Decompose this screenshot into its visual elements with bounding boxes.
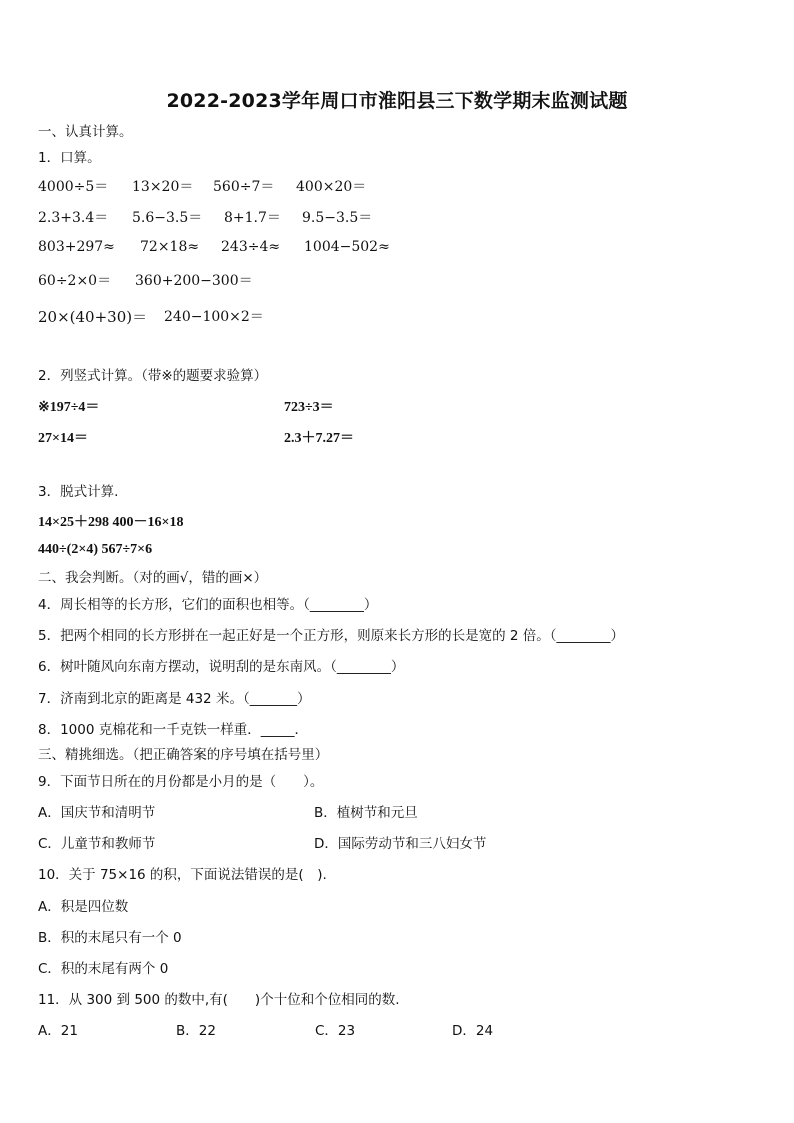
section-3-heading: 三、精挑细选。（把正确答案的序号填在括号里）	[38, 747, 329, 763]
question-5: 5．把两个相同的长方形拼在一起正好是一个正方形，则原来长方形的长是宽的 2 倍。（________）	[38, 628, 625, 644]
q1-item: 72×18≈	[140, 239, 200, 255]
question-9-stem: 9．下面节日所在的月份都是小月的是（ ）。	[38, 774, 324, 790]
question-10-stem: 10．关于 75×16 的积，下面说法错误的是( ).	[38, 867, 327, 883]
page-title: 2022-2023学年周口市淮阳县三下数学期末监测试题	[166, 90, 628, 112]
q1-item: 1004−502≈	[304, 239, 390, 255]
question-8: 8．1000 克棉花和一千克铁一样重．_____．	[38, 722, 308, 738]
q1-item: 560÷7＝	[213, 179, 275, 195]
q1-item: 8+1.7＝	[224, 210, 281, 226]
question-2-label: 2．列竖式计算。（带※的题要求验算）	[38, 368, 268, 384]
question-1-label: 1．口算。	[38, 150, 101, 166]
q1-item: 400×20＝	[296, 179, 367, 195]
q2-item: 27×14＝	[38, 431, 88, 446]
q1-row-4	[0, 270, 794, 290]
q11-option-c: C．23	[315, 1023, 356, 1039]
question-7: 7．济南到北京的距离是 432 米。（_______）	[38, 691, 311, 707]
q1-item: 803+297≈	[38, 239, 115, 255]
q1-item: 13×20＝	[132, 179, 194, 195]
q3-line-2: 440÷(2×4) 567÷7×6	[38, 542, 153, 557]
q10-option-b: B．积的末尾只有一个 0	[38, 930, 182, 946]
question-6: 6．树叶随风向东南方摆动，说明刮的是东南风。（________）	[38, 659, 405, 675]
q1-row-1	[0, 176, 794, 196]
q1-item: 20×(40+30)＝	[38, 308, 148, 326]
q1-item: 2.3+3.4＝	[38, 210, 109, 226]
question-4: 4．周长相等的长方形，它们的面积也相等。（________）	[38, 597, 378, 613]
q1-row-3	[0, 239, 794, 259]
section-2-heading: 二、我会判断。（对的画√，错的画×）	[38, 570, 268, 586]
q1-item: 360+200−300＝	[135, 273, 253, 289]
q9-option-c: C．儿童节和教师节	[38, 836, 156, 852]
q11-option-d: D．24	[452, 1023, 494, 1039]
question-3-label: 3．脱式计算.	[38, 484, 119, 500]
q9-option-d: D．国际劳动节和三八妇女节	[314, 836, 487, 852]
q9-option-b: B．植树节和元旦	[314, 805, 418, 821]
q1-item: 243÷4≈	[221, 239, 281, 255]
section-1-heading: 一、认真计算。	[38, 124, 133, 140]
q1-item: 60÷2×0＝	[38, 273, 112, 289]
q11-option-b: B．22	[176, 1023, 216, 1039]
q2-item: ※197÷4＝	[38, 400, 100, 415]
q1-item: 4000÷5＝	[38, 179, 109, 195]
q1-item: 240−100×2＝	[164, 309, 264, 325]
q1-row-5	[0, 306, 794, 326]
q1-row-2	[0, 207, 794, 227]
q10-option-a: A．积是四位数	[38, 899, 129, 915]
q9-option-a: A．国庆节和清明节	[38, 805, 156, 821]
question-11-stem: 11．从 300 到 500 的数中,有( )个十位和个位相同的数.	[38, 992, 400, 1008]
q1-item: 5.6−3.5＝	[132, 210, 203, 226]
q1-item: 9.5−3.5＝	[302, 210, 373, 226]
q2-item: 723÷3＝	[284, 400, 334, 415]
q11-option-a: A．21	[38, 1023, 78, 1039]
q2-item: 2.3＋7.27＝	[284, 431, 354, 446]
q10-option-c: C．积的末尾有两个 0	[38, 961, 169, 977]
q3-line-1: 14×25＋298 400－16×18	[38, 515, 184, 530]
